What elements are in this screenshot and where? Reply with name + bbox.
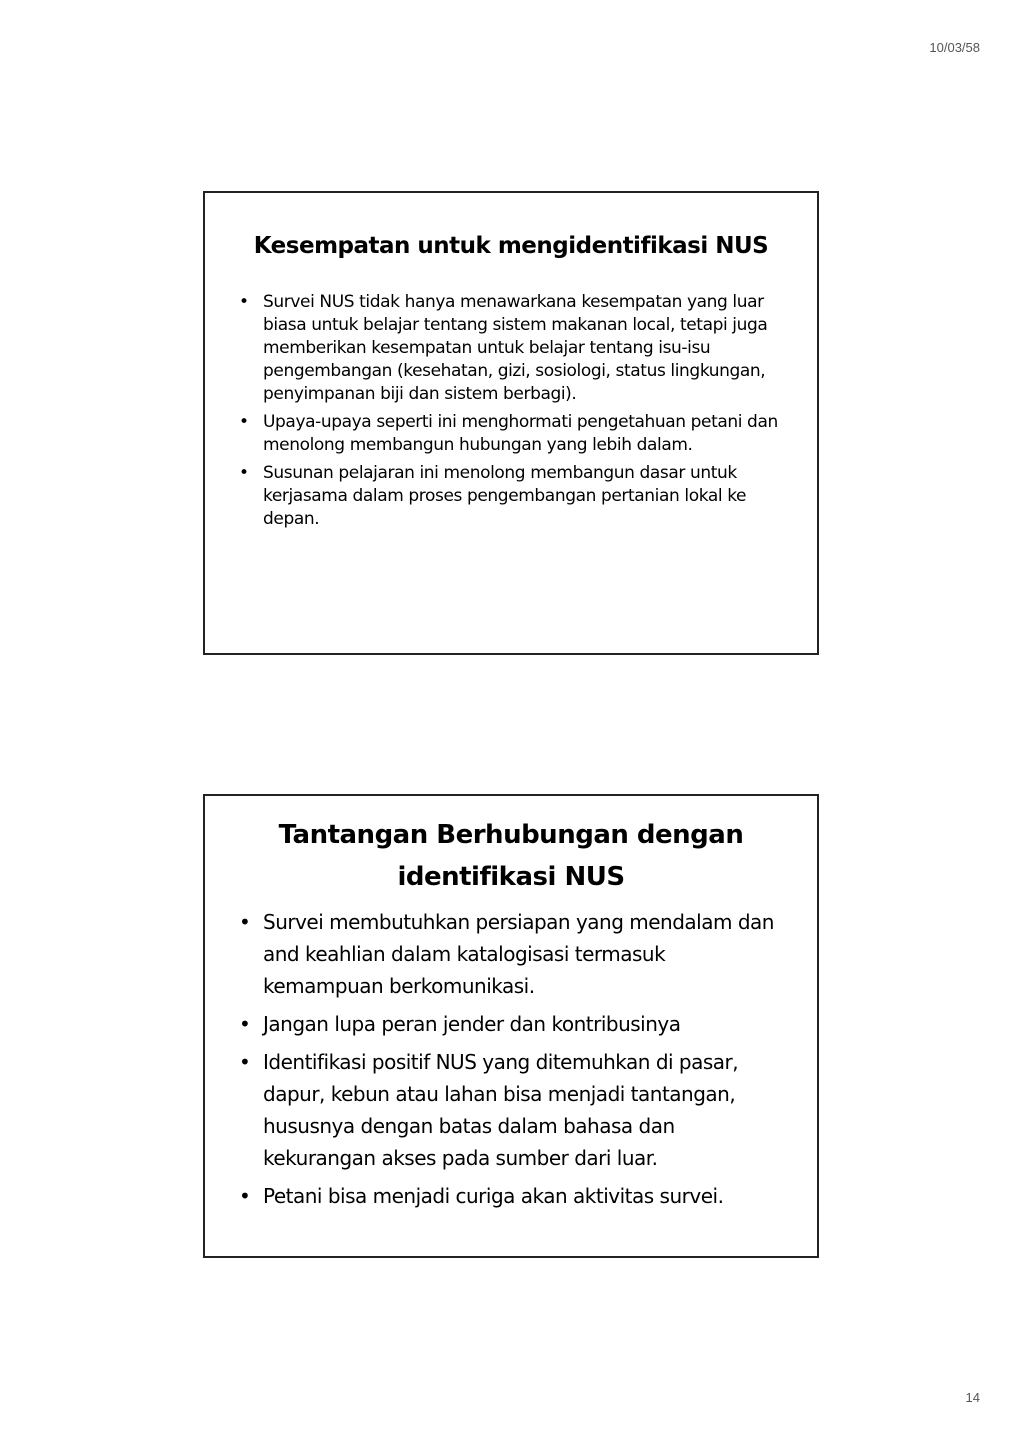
bullet-icon: • <box>239 1012 251 1036</box>
slide-title-line: Tantangan Berhubungan dengan <box>278 820 744 850</box>
bullet-list <box>239 906 787 1212</box>
slide-title <box>205 814 817 898</box>
bullet-icon: • <box>239 292 249 312</box>
bullet-icon: • <box>239 910 251 934</box>
bullet-item <box>239 411 787 457</box>
slide-title: Kesempatan untuk mengidentifikasi NUS <box>253 233 769 259</box>
bullet-item <box>239 462 787 531</box>
bullet-item <box>239 1008 787 1040</box>
slide-kesempatan <box>203 191 819 655</box>
bullet-item <box>239 906 787 1002</box>
bullet-text: Identifikasi positif NUS yang ditemuhkan di pasar, dapur, kebun atau lahan bisa menjadi tantangan, hususnya dengan batas dalam bahasa dan kekurangan akses pada sumber dari luar. <box>263 1050 739 1170</box>
bullet-icon: • <box>239 412 249 432</box>
slide-title-line: identifikasi NUS <box>397 862 625 892</box>
bullet-list <box>239 291 787 531</box>
slide-tantangan <box>203 794 819 1258</box>
bullet-item <box>239 291 787 406</box>
bullet-item <box>239 1046 787 1174</box>
bullet-icon: • <box>239 1184 251 1208</box>
bullet-text: Petani bisa menjadi curiga akan aktivitas survei. <box>263 1184 724 1208</box>
bullet-text: Survei NUS tidak hanya menawarkana kesempatan yang luar biasa untuk belajar tentang sistem makanan local, tetapi juga memberikan kesempatan untuk belajar tentang isu-isu pengembangan (kesehatan, gizi, sosiologi, status lingkungan, penyimpanan biji dan sistem berbagi). <box>263 292 768 404</box>
bullet-icon: • <box>239 463 249 483</box>
bullet-item <box>239 1180 787 1212</box>
bullet-text: Susunan pelajaran ini menolong membangun dasar untuk kerjasama dalam proses pengembangan pertanian lokal ke depan. <box>263 463 747 529</box>
bullet-text: Jangan lupa peran jender dan kontribusinya <box>263 1012 681 1036</box>
bullet-icon: • <box>239 1050 251 1074</box>
bullet-text: Upaya-upaya seperti ini menghormati pengetahuan petani dan menolong membangun hubungan yang lebih dalam. <box>263 412 778 455</box>
page-number: 14 <box>965 1390 980 1405</box>
header-date: 10/03/58 <box>929 40 980 55</box>
bullet-text: Survei membutuhkan persiapan yang mendalam dan and keahlian dalam katalogisasi termasuk kemampuan berkomunikasi. <box>263 910 774 998</box>
